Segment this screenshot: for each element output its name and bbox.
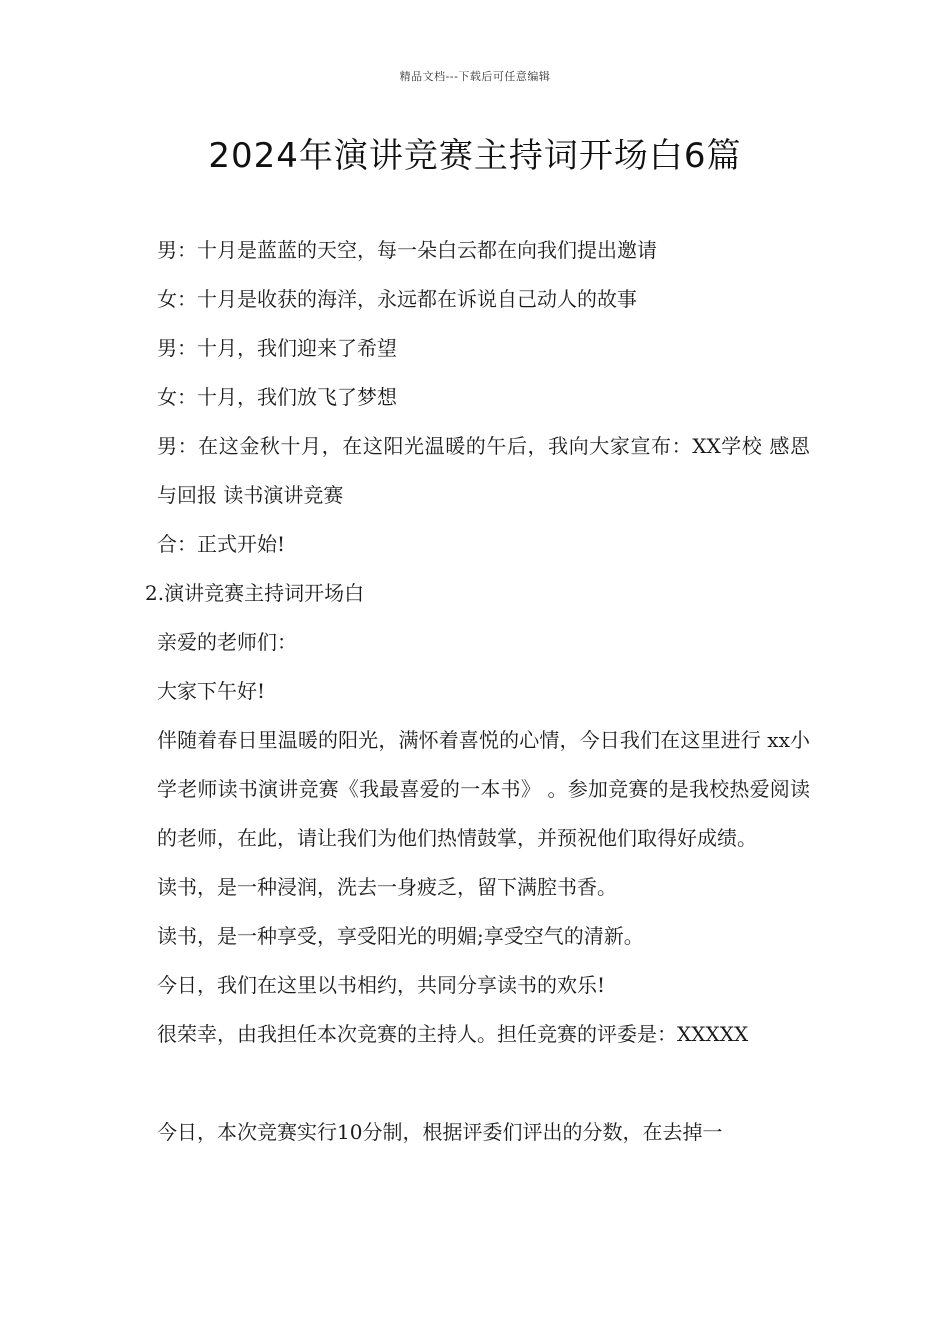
paragraph: 男：十月，我们迎来了希望 — [157, 336, 397, 360]
paragraph-gap — [145, 1059, 810, 1108]
paragraph: 今日，本次竞赛实行10分制，根据评委们评出的分数，在去掉一 — [157, 1120, 723, 1144]
paragraph: 亲爱的老师们： — [157, 630, 297, 654]
paragraph: 女：十月，我们放飞了梦想 — [157, 385, 397, 409]
header-note: 精品文档---下载后可任意编辑 — [399, 70, 551, 83]
paragraph: 今日，我们在这里以书相约，共同分享读书的欢乐! — [157, 973, 606, 997]
paragraph: 男：在这金秋十月，在这阳光温暖的午后，我向大家宣布：XX学校 感恩与回报 读书演讲竞赛 — [157, 434, 810, 507]
document-body — [145, 226, 810, 1157]
paragraph: 很荣幸，由我担任本次竞赛的主持人。担任竞赛的评委是：XXXXX — [157, 1022, 749, 1046]
section-heading: 2.演讲竞赛主持词开场白 — [145, 581, 365, 605]
paragraph: 读书，是一种浸润，洗去一身疲乏，留下满腔书香。 — [157, 875, 617, 899]
paragraph: 合：正式开始! — [157, 532, 286, 556]
paragraph: 大家下午好! — [157, 679, 266, 703]
paragraph: 读书，是一种享受，享受阳光的明媚;享受空气的清新。 — [157, 924, 644, 948]
document-title: 2024年演讲竞赛主持词开场白6篇 — [208, 136, 742, 176]
paragraph: 男：十月是蓝蓝的天空，每一朵白云都在向我们提出邀请 — [157, 238, 657, 262]
paragraph: 伴随着春日里温暖的阳光，满怀着喜悦的心情，今日我们在这里进行 xx小学老师读书演讲竞赛《我最喜爱的一本书》 。参加竞赛的是我校热爱阅读的老师，在此，请让我们为他们热情鼓掌，并预祝他们取得好成绩。 — [157, 728, 810, 850]
paragraph: 女：十月是收获的海洋，永远都在诉说自己动人的故事 — [157, 287, 637, 311]
